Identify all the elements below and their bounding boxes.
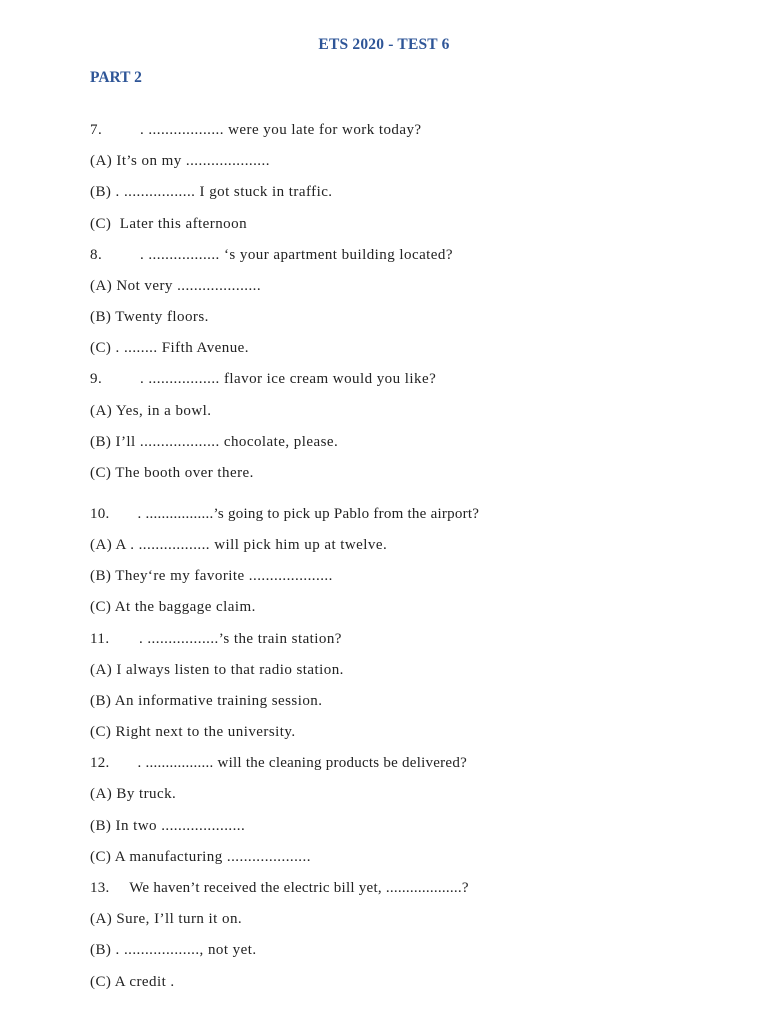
question-9: 9. . ................. flavor ice cream would you like? bbox=[90, 371, 437, 387]
answer-8a: (A) Not very .................... bbox=[90, 278, 262, 294]
answer-10b: (B) They‘re my favorite .................... bbox=[90, 568, 333, 584]
answer-12a: (A) By truck. bbox=[90, 786, 177, 802]
answer-12b: (B) In two .................... bbox=[90, 818, 246, 834]
answer-11b: (B) An informative training session. bbox=[90, 693, 323, 709]
question-13: 13. We haven’t received the electric bill yet, ...................? bbox=[90, 880, 469, 896]
answer-10c: (C) At the baggage claim. bbox=[90, 599, 256, 615]
answer-9a: (A) Yes, in a bowl. bbox=[90, 403, 212, 419]
question-7: 7. . .................. were you late for work today? bbox=[90, 122, 422, 138]
answer-8b: (B) Twenty floors. bbox=[90, 309, 209, 325]
answer-11a: (A) I always listen to that radio station. bbox=[90, 662, 344, 678]
question-12: 12. . ................. will the cleaning products be delivered? bbox=[90, 755, 467, 771]
answer-13c: (C) A credit . bbox=[90, 974, 175, 990]
answer-10a: (A) A . ................. will pick him up at twelve. bbox=[90, 537, 388, 553]
question-8: 8. . ................. ‘s your apartment building located? bbox=[90, 247, 453, 263]
answer-7a: (A) It’s on my .................... bbox=[90, 153, 270, 169]
answer-8c: (C) . ........ Fifth Avenue. bbox=[90, 340, 249, 356]
question-11: 11. . .................’s the train station? bbox=[90, 631, 342, 647]
section-heading: PART 2 bbox=[90, 69, 142, 86]
document-title: ETS 2020 - TEST 6 bbox=[318, 36, 450, 53]
answer-11c: (C) Right next to the university. bbox=[90, 724, 296, 740]
question-10: 10. . .................’s going to pick up Pablo from the airport? bbox=[90, 506, 480, 522]
answer-7b: (B) . ................. I got stuck in traffic. bbox=[90, 184, 333, 200]
answer-9b: (B) I’ll ................... chocolate, please. bbox=[90, 434, 339, 450]
answer-9c: (C) The booth over there. bbox=[90, 465, 254, 481]
answer-7c: (C) Later this afternoon bbox=[90, 216, 248, 232]
answer-12c: (C) A manufacturing .................... bbox=[90, 849, 311, 865]
answer-13b: (B) . .................., not yet. bbox=[90, 942, 257, 958]
answer-13a: (A) Sure, I’ll turn it on. bbox=[90, 911, 243, 927]
